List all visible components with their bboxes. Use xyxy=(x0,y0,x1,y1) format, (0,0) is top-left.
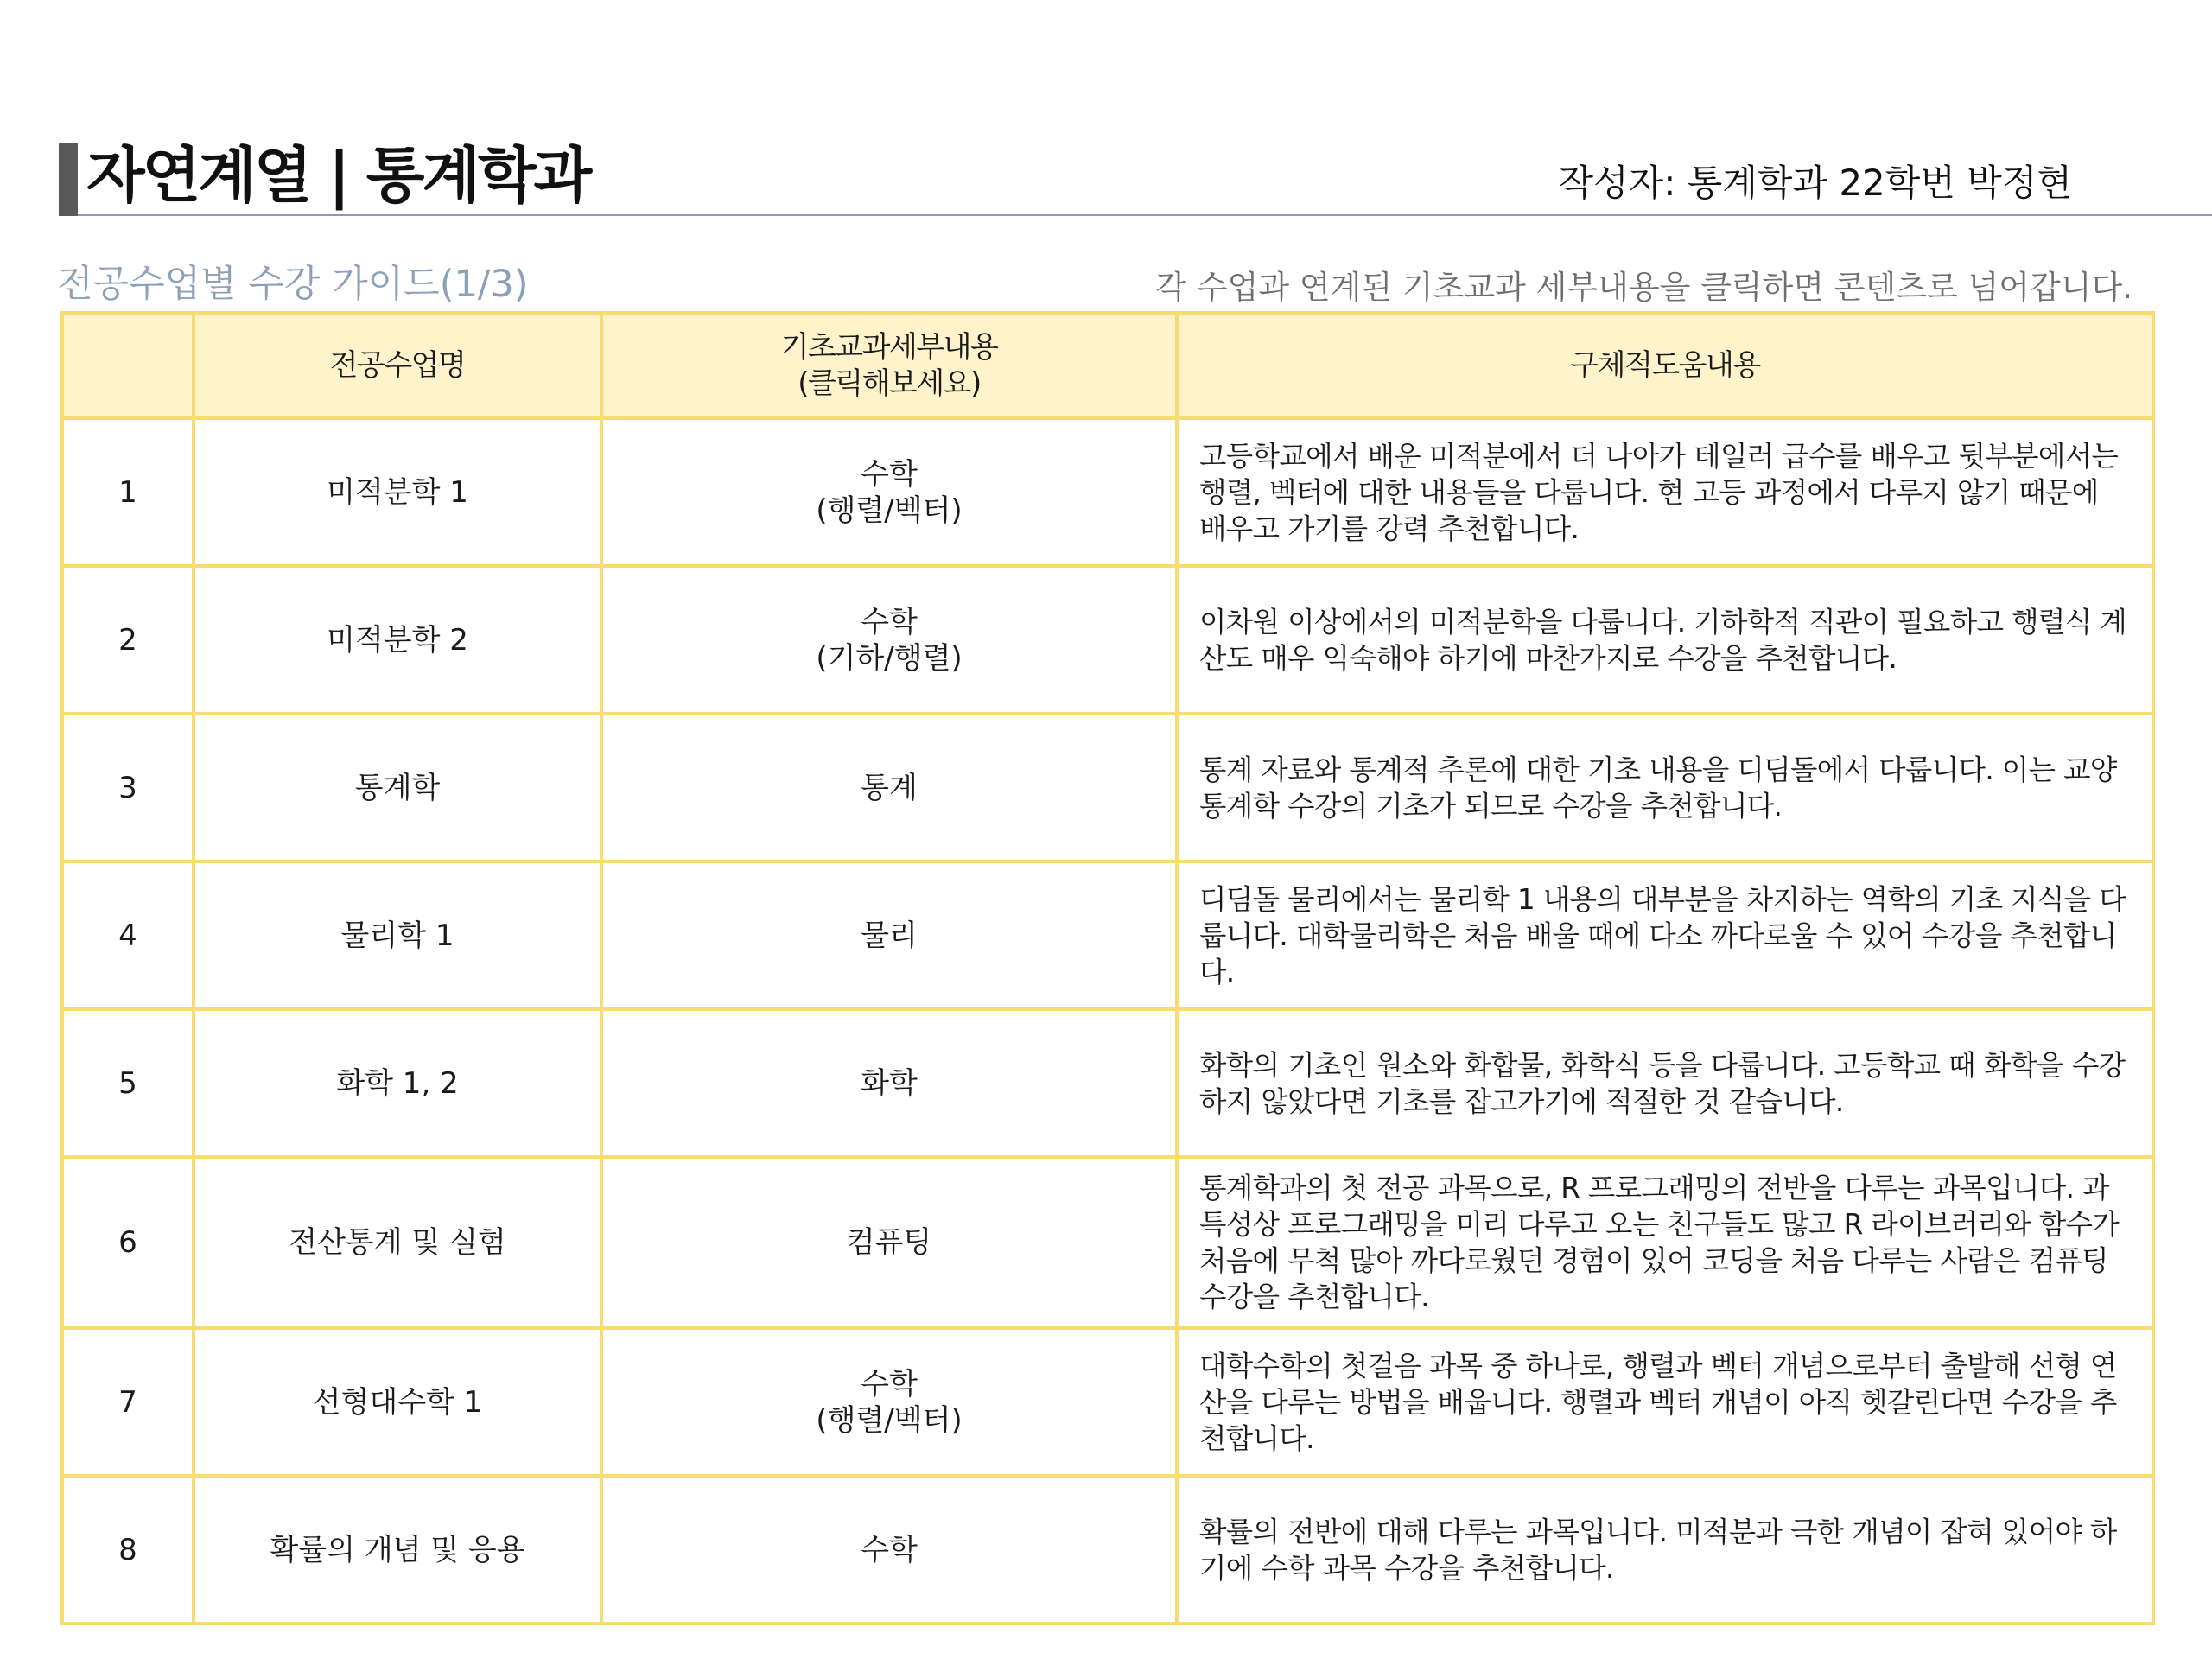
table-row xyxy=(62,566,2153,714)
click-hint: 각 수업과 연계된 기초교과 세부내용을 클릭하면 콘텐츠로 넘어갑니다. xyxy=(1155,269,2133,306)
course-name: 통계학 xyxy=(194,714,601,861)
author-label: 작성자: 통계학과 22학번 박정현 xyxy=(1558,162,2072,204)
row-number: 3 xyxy=(62,714,194,861)
header-basic-subject xyxy=(601,313,1177,418)
course-name: 미적분학 2 xyxy=(194,566,601,714)
header-detail: 구체적도움내용 xyxy=(1177,313,2153,418)
table-row xyxy=(62,1476,2153,1624)
row-number: 7 xyxy=(62,1328,194,1476)
section-subtitle: 전공수업별 수강 가이드(1/3) xyxy=(57,263,529,306)
detail-text: 통계학과의 첫 전공 과목으로, R 프로그래밍의 전반을 다루는 과목입니다. 과특성상 프로그래밍을 미리 다루고 오는 친구들도 많고 R 라이브러리와 함수가 처음에 무척 많아 까다로웠던 경험이 있어 코딩을 처음 다루는 사람은 컴퓨팅 수강을 추천합니다. xyxy=(1177,1157,2153,1328)
basic-subject-link[interactable] xyxy=(601,861,1177,1009)
title-divider xyxy=(78,214,2212,216)
row-number: 2 xyxy=(62,566,194,714)
detail-text: 디딤돌 물리에서는 물리학 1 내용의 대부분을 차지하는 역학의 기초 지식을 다룹니다. 대학물리학은 처음 배울 때에 다소 까다로울 수 있어 수강을 추천합니다. xyxy=(1177,861,2153,1009)
basic-subject-link[interactable] xyxy=(601,1328,1177,1476)
title-accent-bar xyxy=(59,143,78,216)
detail-text: 통계 자료와 통계적 추론에 대한 기초 내용을 디딤돌에서 다룹니다. 이는 교양 통계학 수강의 기초가 되므로 수강을 추천합니다. xyxy=(1177,714,2153,861)
table-row xyxy=(62,418,2153,566)
course-name: 물리학 1 xyxy=(194,861,601,1009)
table-row xyxy=(62,714,2153,861)
course-name: 전산통계 및 실험 xyxy=(194,1157,601,1328)
table-header-row xyxy=(62,313,2153,418)
course-name: 확률의 개념 및 응용 xyxy=(194,1476,601,1624)
basic-subject-line1[interactable]: 컴퓨팅 xyxy=(846,1225,932,1260)
detail-text: 대학수학의 첫걸음 과목 중 하나로, 행렬과 벡터 개념으로부터 출발해 선형 연산을 다루는 방법을 배웁니다. 행렬과 벡터 개념이 아직 헷갈린다면 수강을 추천합니다. xyxy=(1177,1328,2153,1476)
basic-subject-line2[interactable]: (행렬/벡터) xyxy=(816,1402,963,1438)
basic-subject-link[interactable] xyxy=(601,1476,1177,1624)
basic-subject-link[interactable] xyxy=(601,714,1177,861)
table-row xyxy=(62,1157,2153,1328)
detail-text: 고등학교에서 배운 미적분에서 더 나아가 테일러 급수를 배우고 뒷부분에서는 행렬, 벡터에 대한 내용들을 다룹니다. 현 고등 과정에서 다루지 않기 때문에 배우고 가기를 강력 추천합니다. xyxy=(1177,418,2153,566)
basic-subject-link[interactable] xyxy=(601,1157,1177,1328)
course-name: 화학 1, 2 xyxy=(194,1009,601,1157)
basic-subject-line1[interactable]: 수학 xyxy=(861,1366,918,1402)
header-number xyxy=(62,313,194,418)
row-number: 6 xyxy=(62,1157,194,1328)
basic-subject-line1[interactable]: 물리 xyxy=(861,918,918,953)
row-number: 8 xyxy=(62,1476,194,1624)
detail-text: 화학의 기초인 원소와 화합물, 화학식 등을 다룹니다. 고등학교 때 화학을 수강하지 않았다면 기초를 잡고가기에 적절한 것 같습니다. xyxy=(1177,1009,2153,1157)
row-number: 1 xyxy=(62,418,194,566)
basic-subject-link[interactable] xyxy=(601,1009,1177,1157)
basic-subject-line1[interactable]: 화학 xyxy=(861,1065,918,1101)
basic-subject-line1[interactable]: 수학 xyxy=(861,456,918,492)
basic-subject-line1[interactable]: 통계 xyxy=(861,770,918,805)
table-row xyxy=(62,1328,2153,1476)
table-row xyxy=(62,1009,2153,1157)
row-number: 4 xyxy=(62,861,194,1009)
basic-subject-line1[interactable]: 수학 xyxy=(861,604,918,639)
row-number: 5 xyxy=(62,1009,194,1157)
detail-text: 이차원 이상에서의 미적분학을 다룹니다. 기하학적 직관이 필요하고 행렬식 계산도 매우 익숙해야 하기에 마찬가지로 수강을 추천합니다. xyxy=(1177,566,2153,714)
course-name: 선형대수학 1 xyxy=(194,1328,601,1476)
detail-text: 확률의 전반에 대해 다루는 과목입니다. 미적분과 극한 개념이 잡혀 있어야 하기에 수학 과목 수강을 추천합니다. xyxy=(1177,1476,2153,1624)
header-basic-line1: 기초교과세부내용 xyxy=(780,330,998,365)
table-row xyxy=(62,861,2153,1009)
basic-subject-link[interactable] xyxy=(601,566,1177,714)
header-basic-line2: (클릭해보세요) xyxy=(798,366,981,401)
basic-subject-link[interactable] xyxy=(601,418,1177,566)
basic-subject-line2[interactable]: (기하/행렬) xyxy=(816,640,963,676)
course-guide-table xyxy=(60,311,2155,1625)
page-title: 자연계열 | 통계학과 xyxy=(86,140,590,211)
basic-subject-line2[interactable]: (행렬/벡터) xyxy=(816,493,963,528)
course-name: 미적분학 1 xyxy=(194,418,601,566)
header-course: 전공수업명 xyxy=(194,313,601,418)
basic-subject-line1[interactable]: 수학 xyxy=(861,1532,918,1567)
